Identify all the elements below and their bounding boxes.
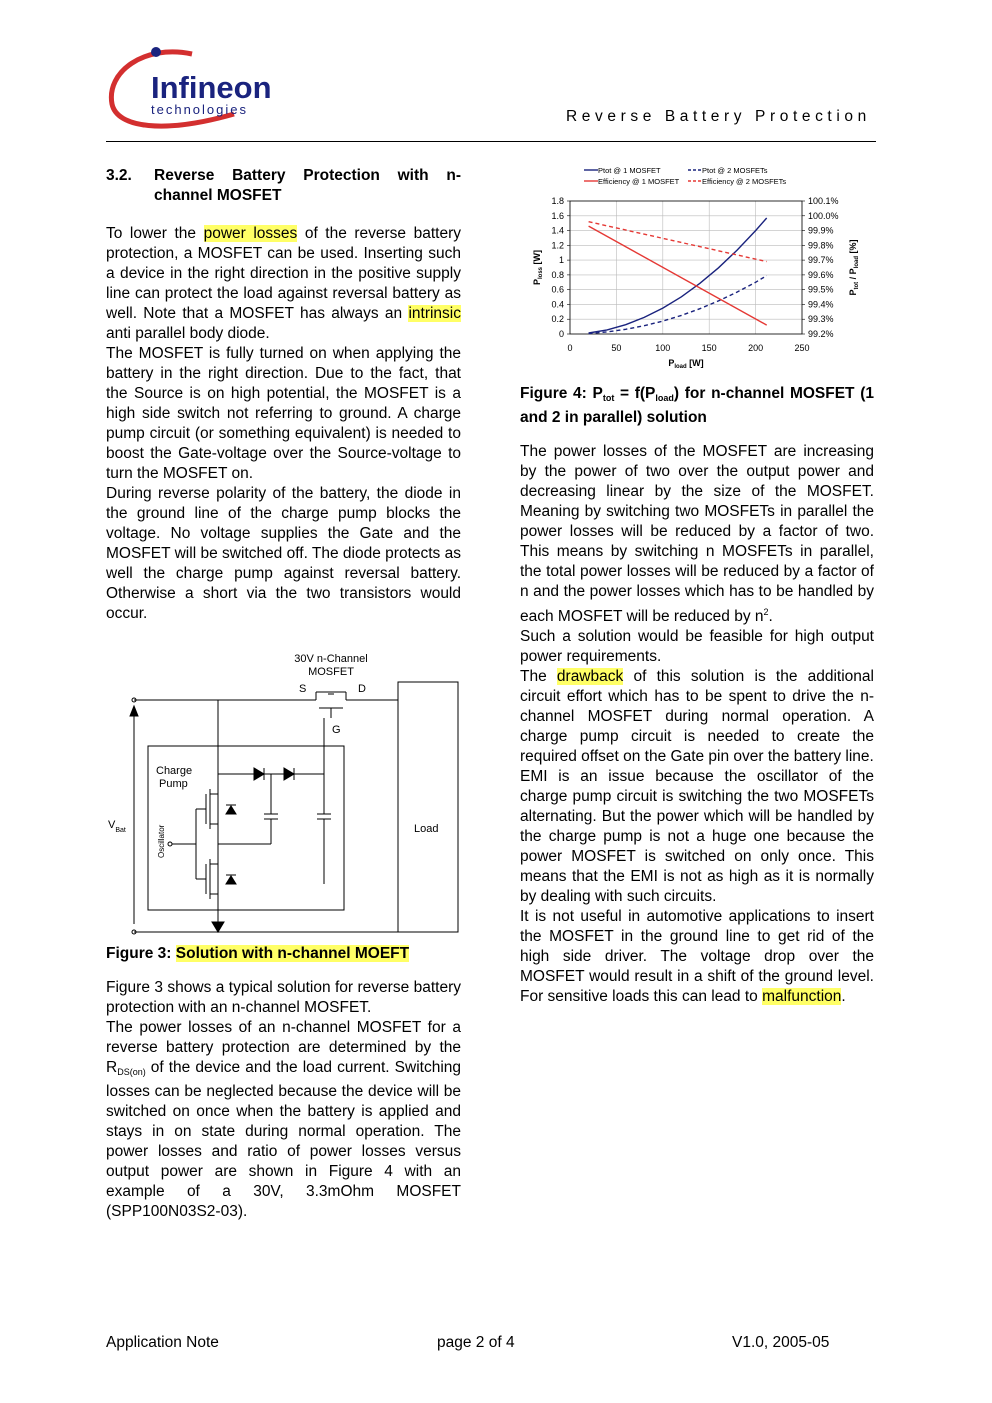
footer-version: V1.0, 2005-05 <box>732 1334 830 1351</box>
x-tick-label: 0 <box>567 343 573 353</box>
text: of the reverse battery protection, a MOSFET can be used. Inserting such a device in the right direction in the positive supply line can protect the load against reversal battery as well. Note that a MOSFET has always an <box>106 225 461 322</box>
figure-3-caption <box>106 944 461 964</box>
section-number: 3.2. <box>106 167 132 184</box>
section-title: Reverse Battery Protection with n-channel MOSFET <box>154 167 461 204</box>
y2-tick-label: 100.1% <box>808 196 839 206</box>
y-tick-label: 1.8 <box>551 196 564 206</box>
highlight: intrinsic <box>408 305 461 322</box>
x-tick-label: 200 <box>748 343 764 353</box>
gate-label: G <box>332 724 341 736</box>
superscript: 2 <box>763 607 769 617</box>
paragraph <box>520 667 874 767</box>
y-axis-label: $P_{loss}$ [W] <box>532 249 544 286</box>
infineon-logo <box>104 42 274 142</box>
text: The power losses of an n-channel MOSFET for a reverse battery protection are determined by the R <box>106 1019 461 1076</box>
legend-label: Efficiency @ 2 MOSFETs <box>702 177 787 186</box>
y-tick-label: 0.4 <box>551 299 564 310</box>
charge-pump-label: Pump <box>159 778 188 790</box>
subscript: load <box>655 393 674 403</box>
text: . <box>768 608 773 625</box>
left-column <box>106 164 461 1222</box>
paragraph <box>520 442 874 627</box>
text: The power losses of the MOSFET are increasing by the power of two over the output power and decreasing linear by the size of the MOSFET. Meaning by switching two MOSFETs in parallel the power losses will be reduced by a factor of two. This means by switching n MOSFETs in parallel, the total power losses will be reduced by a factor of n and the power losses which has to be handled by each MOSFET will be reduced by n <box>520 443 874 625</box>
y2-tick-label: 99.6% <box>808 269 834 280</box>
subscript: tot <box>602 393 615 403</box>
figure-4-caption <box>520 384 874 428</box>
wires <box>130 682 458 934</box>
text: The <box>520 668 557 685</box>
highlight: drawback <box>556 668 624 685</box>
text: Figure 4: P <box>520 385 603 402</box>
y2-tick-label: 99.4% <box>808 299 834 310</box>
y2-tick-label: 100.0% <box>808 210 839 221</box>
circuit-diagram <box>106 654 462 936</box>
text: It is not useful in automotive applications to insert the MOSFET in the ground line to get rid of the high side driver. The voltage drop over the MOSFET would result in a shift of the ground level. For sensitive loads this can lead to <box>520 908 874 1005</box>
highlight: Solution with n-channel MOEFT <box>175 945 410 962</box>
y2-tick-label: 99.9% <box>808 225 834 236</box>
paragraph <box>106 224 461 344</box>
vbat-text: V <box>108 819 116 831</box>
text: anti parallel body diode. <box>106 325 270 342</box>
x-tick-label: 150 <box>701 343 717 353</box>
y2-axis-label: $P_{tot} / P_{load}$ [%] <box>848 239 860 296</box>
y2-tick-label: 99.5% <box>808 284 834 295</box>
mosfet-label: MOSFET <box>308 666 354 678</box>
y2-tick-label: 99.3% <box>808 314 834 325</box>
power-loss-chart <box>520 164 874 376</box>
header-rule <box>106 141 876 142</box>
y-tick-label: 0.6 <box>551 284 564 295</box>
legend-label: Efficiency @ 1 MOSFET <box>598 177 680 186</box>
text: ) for n-channel MOSFET (1 and 2 in parallel) solution <box>520 385 874 426</box>
y-tick-label: 0 <box>558 329 564 339</box>
x-tick-label: 250 <box>794 343 810 353</box>
text: = f(P <box>614 385 656 402</box>
diodes <box>212 768 294 932</box>
paragraph: The MOSFET is fully turned on when applying the battery in the right direction. Due to the fact, that the Source is on high potential, the MOSFET is a high side switch not referring to ground. A charge pump circuit (or something equivalent) is needed to boost the Gate-voltage over the Source-voltage to turn the MOSFET on. <box>106 345 461 482</box>
paragraph <box>520 907 874 1007</box>
footer-page: page 2 of 4 <box>437 1334 515 1351</box>
footer-left: Application Note <box>106 1334 219 1351</box>
highlight: malfunction <box>762 988 842 1005</box>
paragraph <box>106 1018 461 1222</box>
text: of this solution is the additional circuit effort which has to be spent to drive the n-channel MOSFET during normal operation. A charge pump circuit is needed to create the required offset on the Gate pin over the battery line. <box>520 668 874 765</box>
vbat-sub: Bat <box>115 827 126 834</box>
paragraph: EMI is an issue because the oscillator of the charge pump circuit is switching the two MOSFETs alternating. But the power which will be handled by the charge pump is not a huge one because the power MOSFET is switched on only once. This means that the EMI is not as high as it is normally by dealing with such circuits. <box>520 768 874 905</box>
subscript: DS(on) <box>117 1067 146 1077</box>
drain-label: D <box>358 683 366 695</box>
y-tick-label: 1.6 <box>551 210 564 221</box>
text: To lower the <box>106 225 204 242</box>
paragraph: Figure 3 shows a typical solution for reverse battery protection with an n-channel MOSFET. <box>106 979 461 1016</box>
charge-pump-label: Charge <box>156 765 193 777</box>
legend-label: Ptot @ 1 MOSFET <box>598 166 661 175</box>
legend-label: Ptot @ 2 MOSFETs <box>702 166 768 175</box>
y-tick-label: 1.4 <box>551 225 564 236</box>
source-label: S <box>299 683 307 695</box>
logo-name: Infineon <box>151 70 272 105</box>
y-tick-label: 0.2 <box>551 314 564 325</box>
y2-tick-label: 99.7% <box>808 255 834 266</box>
y-tick-label: 1 <box>558 255 564 266</box>
text: . <box>841 988 846 1005</box>
x-tick-label: 50 <box>611 343 622 353</box>
caption-label: Figure 3: <box>106 945 176 962</box>
y2-tick-label: 99.8% <box>808 240 834 251</box>
text: of the device and the load current. Switching losses can be neglected because the device will be switched on once when the battery is applied and stays in on state during normal operation. The power losses and ratio of power losses versus output power are shown in Figure 4 with an example of a 30V, 3.3mOhm MOSFET (SPP100N03S2-03). <box>106 1059 461 1220</box>
x-tick-label: 100 <box>655 343 671 353</box>
paragraph: Such a solution would be feasible for high output power requirements. <box>520 628 874 665</box>
paragraph: During reverse polarity of the battery, the diode in the ground line of the charge pump blocks the voltage. No voltage supplies the Gate and the MOSFET will be switched off. The diode protects as well the charge pump against reversal battery. Otherwise a short via the two transistors would occur. <box>106 485 461 622</box>
load-label: Load <box>414 823 439 835</box>
document-title: Reverse Battery Protection <box>566 108 871 125</box>
y-tick-label: 1.2 <box>551 240 564 251</box>
logo-sub: technologies <box>151 102 248 117</box>
vbat-label <box>108 819 126 834</box>
right-column <box>520 384 874 1007</box>
section-heading <box>106 166 461 206</box>
oscillator-label: Oscillator <box>157 824 166 858</box>
y2-tick-label: 99.2% <box>808 329 834 339</box>
highlight: power losses <box>203 225 298 242</box>
mosfet-label: 30V n-Channel <box>294 654 368 665</box>
y-tick-label: 0.8 <box>551 269 564 280</box>
x-axis-label: $P_{load}$ [W] <box>668 358 704 370</box>
